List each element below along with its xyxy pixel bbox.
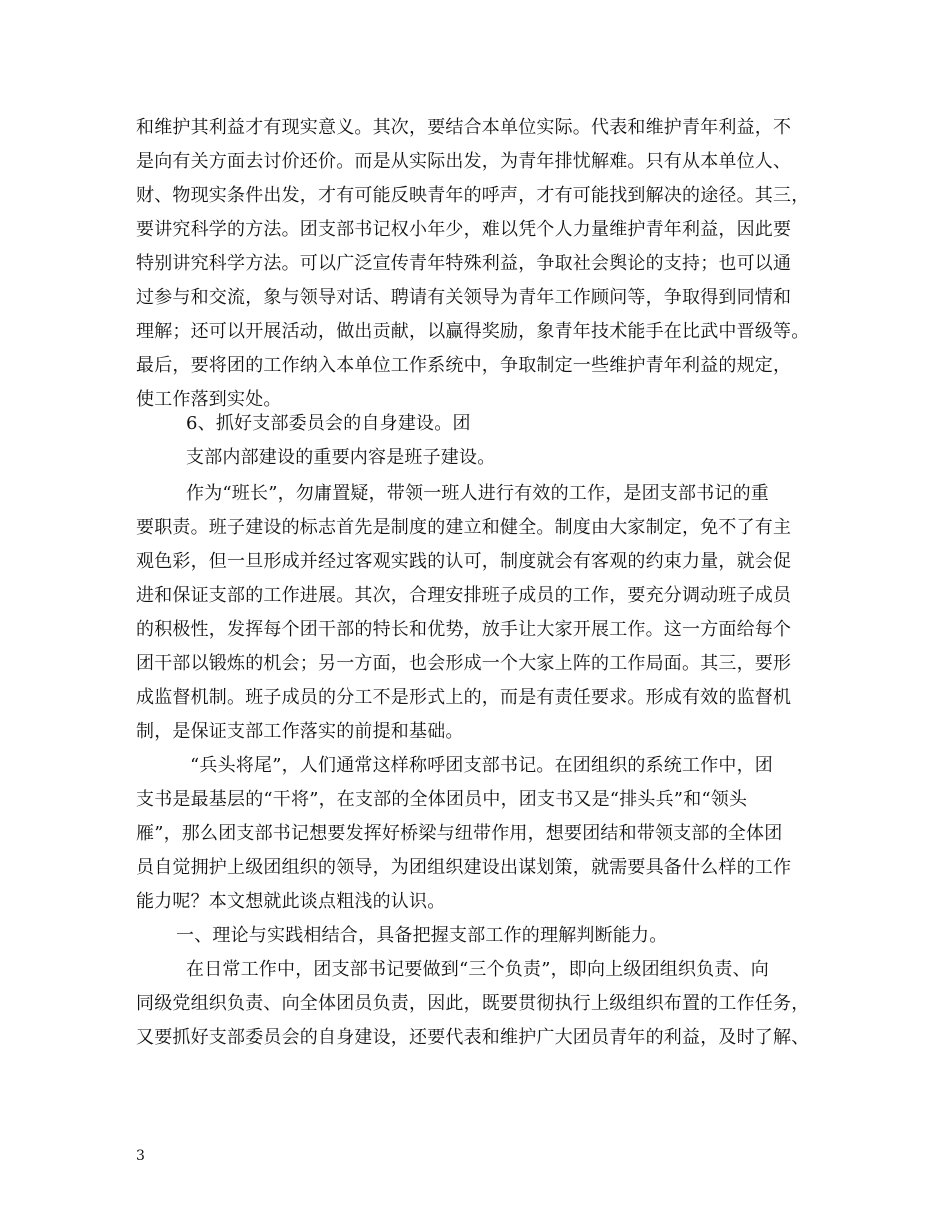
text-line-14: 观色彩，但一旦形成并经过客观实践的认可，制度就会有客观的约束力量，就会促 bbox=[136, 551, 792, 572]
text-line-25: 一、理论与实践相结合，具备把握支部工作的理解判断能力。 bbox=[176, 925, 668, 946]
text-line-8: 最后，要将团的工作纳入本单位工作系统中，争取制定一些维护青年利益的规定， bbox=[136, 355, 792, 376]
text-line-15: 进和保证支部的工作进展。其次，合理安排班子成员的工作，要充分调动班子成员 bbox=[136, 585, 792, 606]
text-line-21: 支书是最基层的“干将”，在支部的全体团员中，团支书又是“排头兵”和“领头 bbox=[136, 789, 748, 810]
text-line-20: “兵头将尾”，人们通常这样称呼团支部书记。在团组织的系统工作中，团 bbox=[190, 755, 774, 776]
text-line-9: 使工作落到实处。 bbox=[136, 389, 282, 410]
text-line-23: 员自觉拥护上级团组织的领导，为团组织建设出谋划策，就需要具备什么样的工作 bbox=[136, 857, 792, 878]
text-line-28: 又要抓好支部委员会的自身建设，还要代表和维护广大团员青年的利益，及时了解、 bbox=[136, 1027, 810, 1048]
text-line-27: 同级党组织负责、向全体团员负责，因此，既要贯彻执行上级组织布置的工作任务， bbox=[136, 993, 810, 1014]
text-line-11: 支部内部建设的重要内容是班子建设。 bbox=[186, 447, 496, 468]
page-number: 3 bbox=[136, 1148, 145, 1164]
text-line-6: 过参与和交流，象与领导对话、聘请有关领导为青年工作顾问等，争取得到同情和 bbox=[136, 287, 792, 308]
text-line-7: 理解；还可以开展活动，做出贡献，以赢得奖励，象青年技术能手在比武中晋级等。 bbox=[136, 321, 810, 342]
text-line-17: 团干部以锻炼的机会；另一方面，也会形成一个大家上阵的工作局面。其三，要形 bbox=[136, 653, 792, 674]
text-line-4: 要讲究科学的方法。团支部书记权小年少，难以凭个人力量维护青年利益，因此要 bbox=[136, 219, 792, 240]
text-line-22: 雁”，那么团支部书记想要发挥好桥梁与纽带作用，想要团结和带领支部的全体团 bbox=[136, 823, 783, 844]
text-line-24: 能力呢？本文想就此谈点粗浅的认识。 bbox=[136, 891, 446, 912]
text-line-13: 要职责。班子建设的标志首先是制度的建立和健全。制度由大家制定，免不了有主 bbox=[136, 517, 792, 538]
text-line-3: 财、物现实条件出发，才有可能反映青年的呼声，才有可能找到解决的途径。其三， bbox=[136, 185, 810, 206]
text-line-18: 成监督机制。班子成员的分工不是形式上的，而是有责任要求。形成有效的监督机 bbox=[136, 687, 792, 708]
text-line-26: 在日常工作中，团支部书记要做到“三个负责”，即向上级团组织负责、向 bbox=[186, 959, 770, 980]
text-line-16: 的积极性，发挥每个团干部的特长和优势，放手让大家开展工作。这一方面给每个 bbox=[136, 619, 792, 640]
text-line-5: 特别讲究科学方法。可以广泛宣传青年特殊利益，争取社会舆论的支持；也可以通 bbox=[136, 253, 792, 274]
text-line-10: 6、抓好支部委员会的自身建设。团 bbox=[186, 413, 471, 434]
text-line-19: 制，是保证支部工作落实的前提和基础。 bbox=[136, 721, 464, 742]
text-line-2: 是向有关方面去讨价还价。而是从实际出发，为青年排忧解难。只有从本单位人、 bbox=[136, 151, 792, 172]
text-line-12: 作为“班长”，勿庸置疑，带领一班人进行有效的工作，是团支部书记的重 bbox=[186, 483, 770, 504]
text-line-1: 和维护其利益才有现实意义。其次，要结合本单位实际。代表和维护青年利益，不 bbox=[136, 117, 792, 138]
